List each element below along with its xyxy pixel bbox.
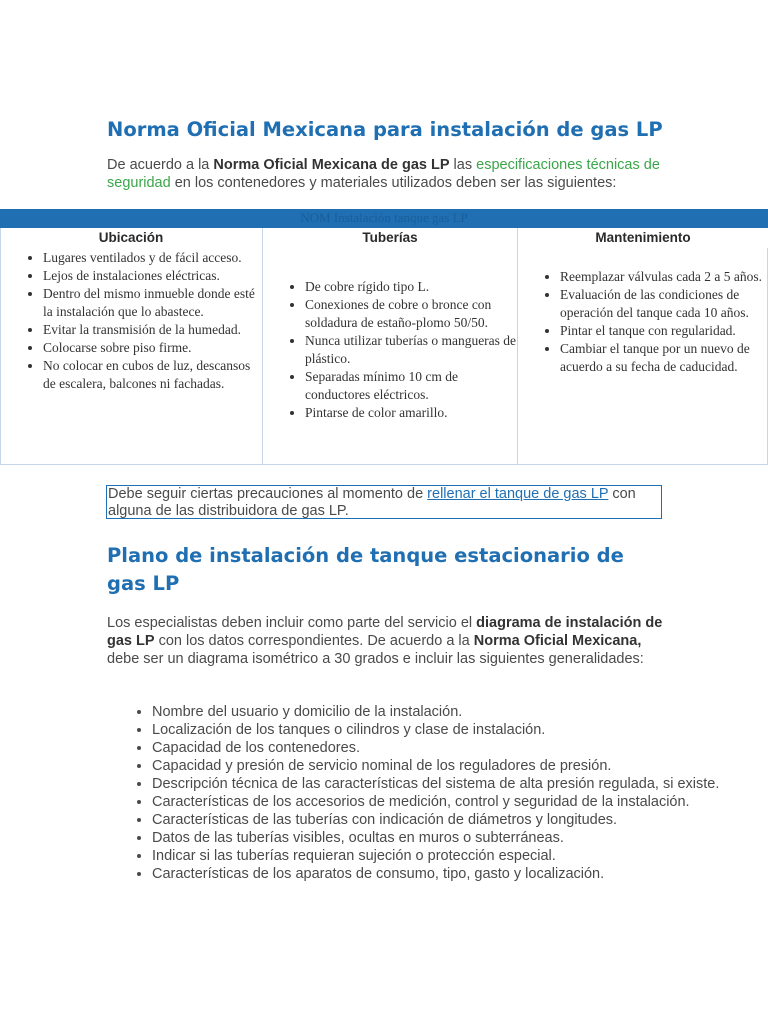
tuberias-list [263, 278, 517, 422]
list-item: • Conexiones de cobre o bronce con soldadura de estaño-plomo 50/50. [305, 296, 517, 332]
intro-text-1: De acuerdo a la [107, 157, 214, 173]
list-item: • Capacidad y presión de servicio nominal de los reguladores de presión. [152, 757, 732, 775]
list-item: • No colocar en cubos de luz, descansos de escalera, balcones ni fachadas. [43, 357, 262, 393]
para-text-3: debe ser un diagrama isométrico a 30 grados e incluir las siguientes generalidades: [107, 651, 644, 667]
list-item: • Evitar la transmisión de la humedad. [43, 321, 262, 339]
list-item: • Cambiar el tanque por un nuevo de acuerdo a su fecha de caducidad. [560, 340, 767, 376]
cell-ubicacion [0, 248, 263, 465]
refill-tank-link[interactable]: rellenar el tanque de gas LP [427, 486, 609, 502]
note-text-1: Debe seguir ciertas precauciones al momento de [108, 486, 428, 502]
column-header-mantenimiento: Mantenimiento [518, 228, 768, 248]
list-item: • Características de las tuberías con indicación de diámetros y longitudes. [152, 811, 732, 829]
para-text-1: Los especialistas deben incluir como parte del servicio el [107, 615, 477, 631]
page-title: Norma Oficial Mexicana para instalación de gas LP [107, 118, 663, 141]
nom-table [0, 209, 768, 465]
list-item: • Nunca utilizar tuberías o mangueras de plástico. [305, 332, 517, 368]
list-item: • Lejos de instalaciones eléctricas. [43, 267, 262, 285]
intro-paragraph [107, 156, 697, 192]
cell-tuberias [262, 248, 518, 465]
list-item: • Pintar el tanque con regularidad. [560, 322, 767, 340]
list-item: • Reemplazar válvulas cada 2 a 5 años. [560, 268, 767, 286]
list-item: • Separadas mínimo 10 cm de conductores eléctricos. [305, 368, 517, 404]
list-item: • Nombre del usuario y domicilio de la instalación. [152, 703, 732, 721]
list-item: • Lugares ventilados y de fácil acceso. [43, 249, 262, 267]
list-item: • Datos de las tuberías visibles, ocultas en muros o subterráneas. [152, 829, 732, 847]
para-text-2: con los datos correspondientes. De acuerdo a la [154, 633, 474, 649]
para-bold-2: Norma Oficial Mexicana, [473, 633, 642, 649]
list-item: • Colocarse sobre piso firme. [43, 339, 262, 357]
table-caption: NOM Instalación tanque gas LP [300, 210, 468, 225]
requirements-list [107, 703, 732, 883]
specs-link[interactable]: especificaciones técnicas de seguridad [107, 157, 660, 191]
list-item: • De cobre rígido tipo L. [305, 278, 517, 296]
list-item: • Descripción técnica de las características del sistema de alta presión regulada, si existe. [152, 775, 732, 793]
list-item: • Indicar si las tuberías requieran sujeción o protección especial. [152, 847, 732, 865]
column-header-ubicacion: Ubicación [0, 228, 262, 248]
intro-text-3: en los contenedores y materiales utilizados deben ser las siguientes: [170, 175, 617, 191]
list-item: • Características de los accesorios de medición, control y seguridad de la instalación. [152, 793, 732, 811]
intro-text-2: las [449, 157, 477, 173]
list-item: • Evaluación de las condiciones de operación del tanque cada 10 años. [560, 286, 767, 322]
section-paragraph [107, 614, 667, 668]
list-item: • Localización de los tanques o cilindros y clase de instalación. [152, 721, 732, 739]
list-item: • Pintarse de color amarillo. [305, 404, 517, 422]
section-title: Plano de instalación de tanque estacionario de gas LP [107, 544, 624, 595]
mantenimiento-list [518, 268, 767, 376]
list-item: • Capacidad de los contenedores. [152, 739, 732, 757]
list-item: • Dentro del mismo inmueble donde esté la instalación que lo abastece. [43, 285, 262, 321]
ubicacion-list [1, 249, 262, 393]
para-bold-1: diagrama de instalación de gas LP [107, 615, 663, 649]
column-header-tuberias: Tuberías [263, 228, 517, 248]
precaution-note [106, 485, 662, 519]
note-text-2: con alguna de las distribuidora de gas LP. [108, 486, 636, 519]
intro-bold: Norma Oficial Mexicana de gas LP [213, 157, 450, 173]
cell-mantenimiento [517, 248, 768, 465]
list-item: • Características de los aparatos de consumo, tipo, gasto y localización. [152, 865, 732, 883]
